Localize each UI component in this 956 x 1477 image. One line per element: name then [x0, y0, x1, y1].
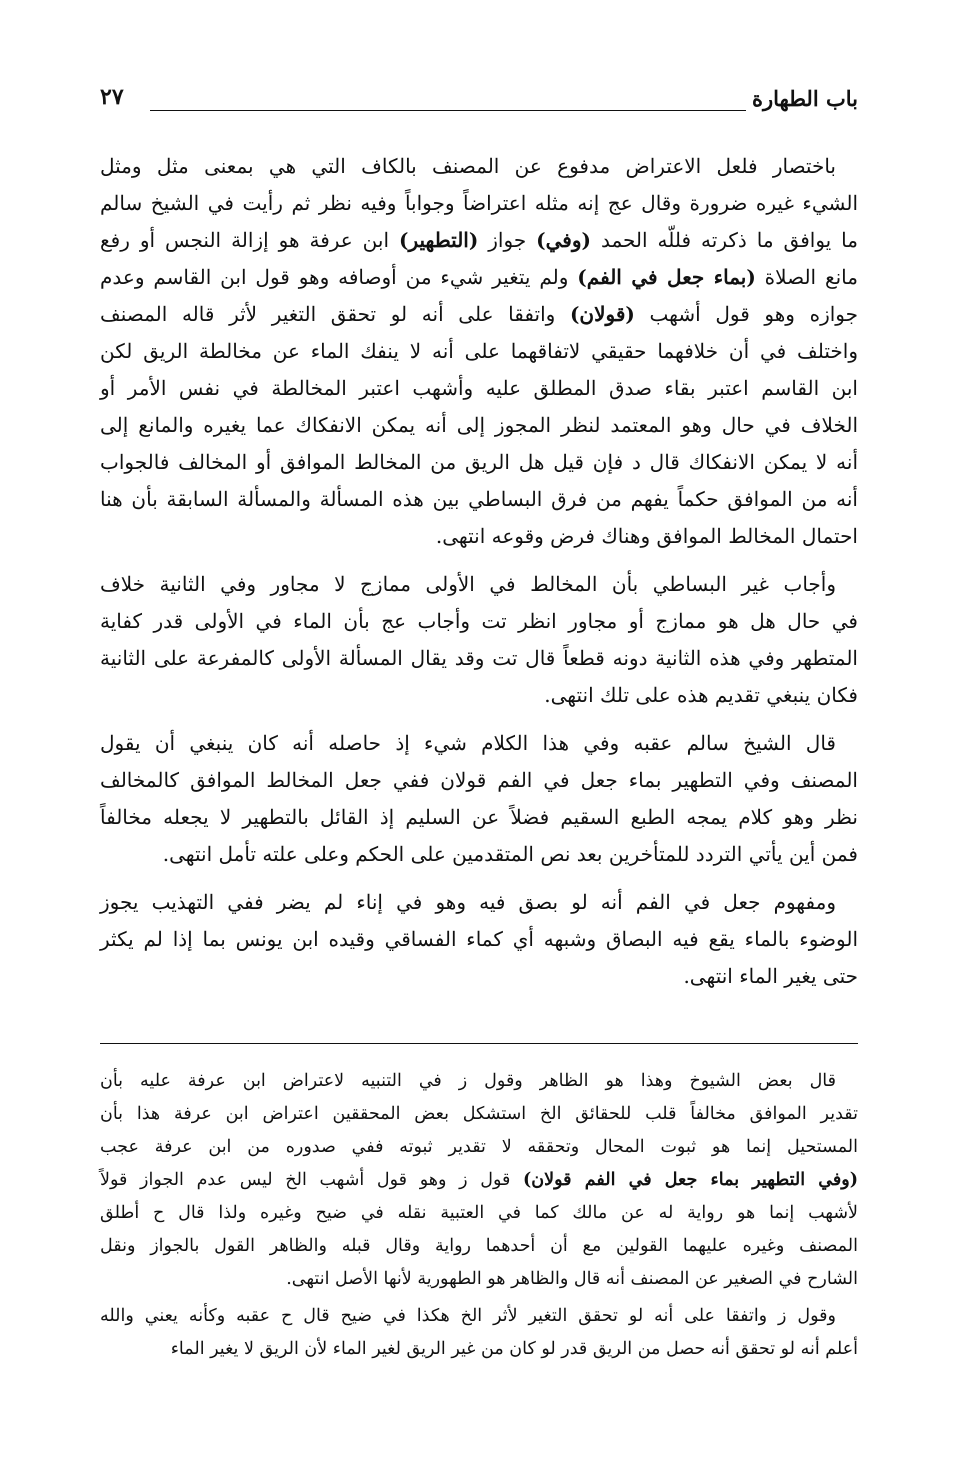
- text-line: [100, 407, 858, 444]
- text-line: [100, 333, 858, 370]
- text-segment: حتى يغير الماء انتهى.: [683, 964, 858, 988]
- text-line: [100, 148, 858, 185]
- text-line: [100, 518, 858, 555]
- text-segment: وأجاب غير البساطي بأن المخالط في الأولى ممازج لا مجاور وفي الثانية خلاف: [100, 572, 836, 596]
- paragraph: [100, 725, 858, 873]
- text-line: [100, 222, 858, 259]
- text-line: [100, 725, 858, 762]
- footnote-divider: [100, 1043, 858, 1044]
- text-segment: فكان ينبغي تقديم هذه على تلك انتهى.: [544, 683, 858, 707]
- text-segment: واختلف في أن خلافهما حقيقي لاتفاقهما على أنه لا ينفك الماء عن مخالطة الريق لكن: [100, 339, 858, 363]
- text-segment: ابن عرفة هو إزالة النجس أو رفع: [100, 228, 399, 252]
- text-line: [100, 677, 858, 714]
- text-segment: أنه من الموافق حكماً يفهم من فرق البساطي بين هذه المسألة والمسألة السابقة بأن هنا: [100, 487, 858, 511]
- text-segment: قول ز وهو قول أشهب الخ ليس عدم الجواز قولاً: [100, 1170, 524, 1190]
- text-segment: واتفقا على أنه لو تحقق التغير لأثر قاله المصنف: [100, 302, 570, 326]
- text-segment: المصنف وفي التطهير بماء جعل في الفم قولان ففي جعل المخالط الموافق كالمخالف: [100, 768, 858, 792]
- text-line: [100, 836, 858, 873]
- text-segment: أنه لا يمكن الانفكاك قال د فإن قيل هل الريق من المخالط الموافق أو المخالف فالجواب: [100, 450, 858, 474]
- text-line: [100, 1230, 858, 1263]
- text-segment: مانع الصلاة: [755, 265, 858, 289]
- text-line: [100, 259, 858, 296]
- text-line: [100, 921, 858, 958]
- text-line: [100, 1131, 858, 1164]
- text-line: [100, 958, 858, 995]
- text-segment: في حال هل هو ممازج أو مجاور انظر تت وأجاب عج بأن الماء في الأولى قدر كفاية: [100, 609, 858, 633]
- text-segment: قال بعض الشيوخ وهذا هو الظاهر وقول ز في التنبيه لاعتراض ابن عرفة عليه بأن: [100, 1071, 836, 1091]
- text-line: [100, 1197, 858, 1230]
- paragraph: [100, 148, 858, 555]
- running-header: [100, 86, 858, 116]
- bold-quote: (بماء جعل في الفم): [577, 265, 756, 289]
- bold-quote: (قولان): [569, 302, 635, 326]
- text-line: [100, 1263, 858, 1296]
- text-segment: فمن أين يأتي التردد للمتأخرين بعد نص المتقدمين على الحكم وعلى علته تأمل انتهى.: [162, 842, 858, 866]
- text-segment: لأشهب إنما هو رواية له عن مالك كما في العتبية نقله في ضيح وغيره ولذا قال ح أطلق: [100, 1203, 858, 1223]
- text-segment: قال الشيخ سالم عقبه وفي هذا الكلام شيء إذ حاصله أنه كان ينبغي أن يقول: [100, 731, 836, 755]
- bold-quote: (التطهير): [399, 228, 479, 252]
- text-line: [100, 481, 858, 518]
- paragraph: [100, 884, 858, 995]
- text-segment: المتطهر وفي هذه الثانية دونه قطعاً قال تت وقد يقال المسألة الأولى كالمفرعة على الثانية: [100, 646, 858, 670]
- text-segment: تقدير الموافق مخالفاً قلب للحقائق الخ استشكل بعض المحققين اعتراض ابن عرفة هذا بأن: [100, 1104, 858, 1124]
- text-segment: المستحيل إنما هو ثبوت المحال وتحققه لا تقدير ثبوته ففي صدوره من ابن عرفة عجب: [100, 1137, 858, 1157]
- text-line: [100, 1300, 858, 1333]
- text-segment: الخلاف في حال وهو المعتمد لنظر المجوز إلى أنه يمكن الانفكاك عما يغيره والمانع إلى: [100, 413, 858, 437]
- text-line: [100, 1098, 858, 1131]
- text-segment: جواز: [478, 228, 537, 252]
- bold-quote: (وفي التطهير بماء جعل في الفم قولان): [523, 1170, 858, 1190]
- text-segment: الوضوء بالماء يقع فيه البصاق وشبهه أي كماء الفساقي وقيده ابن يونس بما إذا لم يكثر: [100, 927, 858, 951]
- text-segment: أعلم أنه لو تحقق أنه حصل من الريق قدر لو كان من غير الريق لغير الماء لأن الريق لا يغير الماء: [170, 1339, 858, 1359]
- text-line: [100, 1164, 858, 1197]
- text-line: [100, 1333, 858, 1366]
- footnote-paragraph: [100, 1300, 858, 1366]
- footnotes: [100, 1065, 858, 1370]
- text-line: [100, 1065, 858, 1098]
- text-segment: وقول ز واتفقا على أنه لو تحقق التغير لأثر الخ هكذا في ضيح قال ح عقبه وكأنه يعني والله: [100, 1306, 836, 1326]
- text-segment: باختصار فلعل الاعتراض مدفوع عن المصنف بالكاف التي هي بمعنى مثل ومثل: [100, 154, 836, 178]
- text-line: [100, 444, 858, 481]
- text-line: [100, 762, 858, 799]
- text-line: [100, 185, 858, 222]
- text-line: [100, 603, 858, 640]
- text-line: [100, 884, 858, 921]
- text-segment: ولم يتغير شيء من أوصافه وهو قول ابن القاسم وعدم: [100, 265, 578, 289]
- bold-quote: (وفي): [536, 228, 591, 252]
- header-rule: [150, 110, 746, 111]
- text-line: [100, 566, 858, 603]
- text-line: [100, 370, 858, 407]
- text-segment: جوازه وهو قول أشهب: [634, 302, 858, 326]
- chapter-title: باب الطهارة: [751, 86, 858, 111]
- text-line: [100, 799, 858, 836]
- text-segment: ومفهوم جعل في الفم أنه لو بصق فيه وهو في إناء لم يضر ففي التهذيب يجوز: [100, 890, 836, 914]
- text-segment: ابن القاسم اعتبر بقاء صدق المطلق عليه وأشهب اعتبر المخالطة في نفس الأمر أو: [100, 376, 858, 400]
- footnote-paragraph: [100, 1065, 858, 1296]
- text-segment: نظر وهو كلام يمجه الطبع السقيم فضلاً عن السليم إذ القائل بالتطهير لا يجعله مخالفاً: [100, 805, 858, 829]
- text-segment: الشارح في الصغير عن المصنف أنه قال والظاهر هو الطهورية لأنها الأصل انتهى.: [286, 1269, 858, 1289]
- text-line: [100, 640, 858, 677]
- text-segment: احتمال المخالط الموافق وهناك فرض وقوعه انتهى.: [435, 524, 858, 548]
- paragraph: [100, 566, 858, 714]
- page-number: ٢٧: [100, 84, 124, 110]
- text-segment: الشيء غيره ضرورة وقال عج إنه مثله اعتراضاً وجواباً وفيه نظر ثم رأيت في الشيخ سالم: [100, 191, 858, 215]
- text-line: [100, 296, 858, 333]
- main-text: [100, 148, 858, 1006]
- text-segment: ما يوافق ما ذكرته فللّه الحمد: [590, 228, 858, 252]
- text-segment: المصنف وغيره عليهما القولين مع أن أحدهما رواية وقال قبله والظاهر القول بالجواز ونقل: [100, 1236, 858, 1256]
